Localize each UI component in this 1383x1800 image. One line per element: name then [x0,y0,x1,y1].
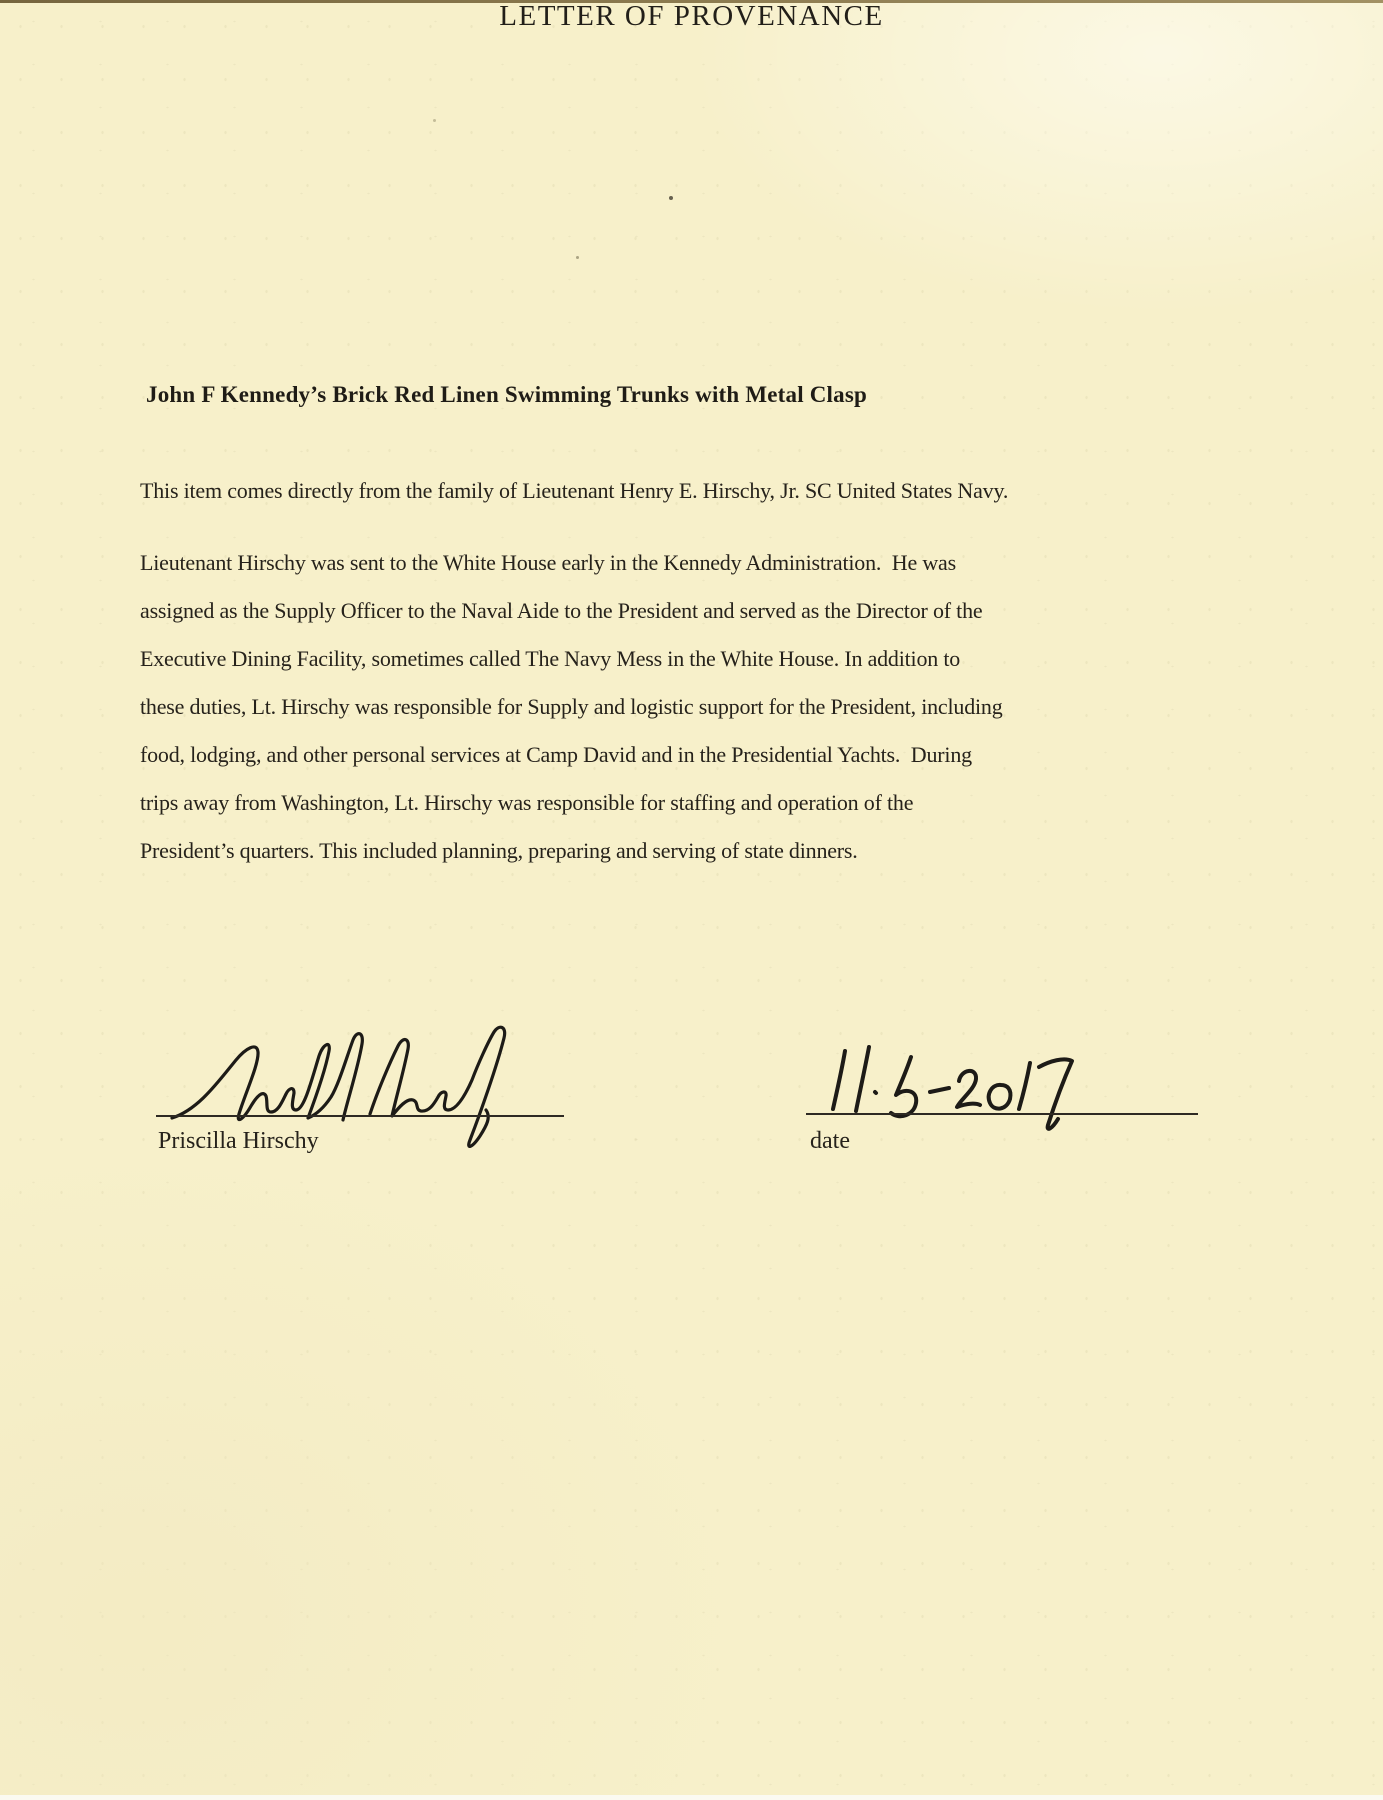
body-line: these duties, Lt. Hirschy was responsible for Supply and logistic support for the President, including [140,694,1003,719]
body-line: Lieutenant Hirschy was sent to the White House early in the Kennedy Administration. He was [140,550,956,575]
scan-bottom-edge [0,1795,1383,1800]
letter-title: LETTER OF PROVENANCE [499,0,884,32]
item-heading: John F Kennedy’s Brick Red Linen Swimming Trunks with Metal Clasp [146,382,867,407]
body-line: assigned as the Supply Officer to the Naval Aide to the President and served as the Director of the [140,598,983,623]
handwritten-date [815,1035,1095,1145]
body-line: trips away from Washington, Lt. Hirschy was responsible for staffing and operation of the [140,790,914,815]
body-line: President’s quarters. This included planning, preparing and serving of state dinners. [140,838,858,863]
body-line: Executive Dining Facility, sometimes called The Navy Mess in the White House. In addition to [140,646,961,671]
body-line: food, lodging, and other personal services at Camp David and in the Presidential Yachts. During [140,742,972,767]
date-label: date [810,1128,850,1154]
body-paragraph [140,539,1003,875]
scan-speck [433,119,436,122]
signature-line [156,1115,564,1117]
scan-speck [669,196,673,200]
signer-name-label: Priscilla Hirschy [158,1128,319,1154]
scan-speck [576,256,579,259]
date-line [806,1113,1198,1115]
intro-paragraph: This item comes directly from the family of Lieutenant Henry E. Hirschy, Jr. SC United States Navy. [140,478,1009,503]
